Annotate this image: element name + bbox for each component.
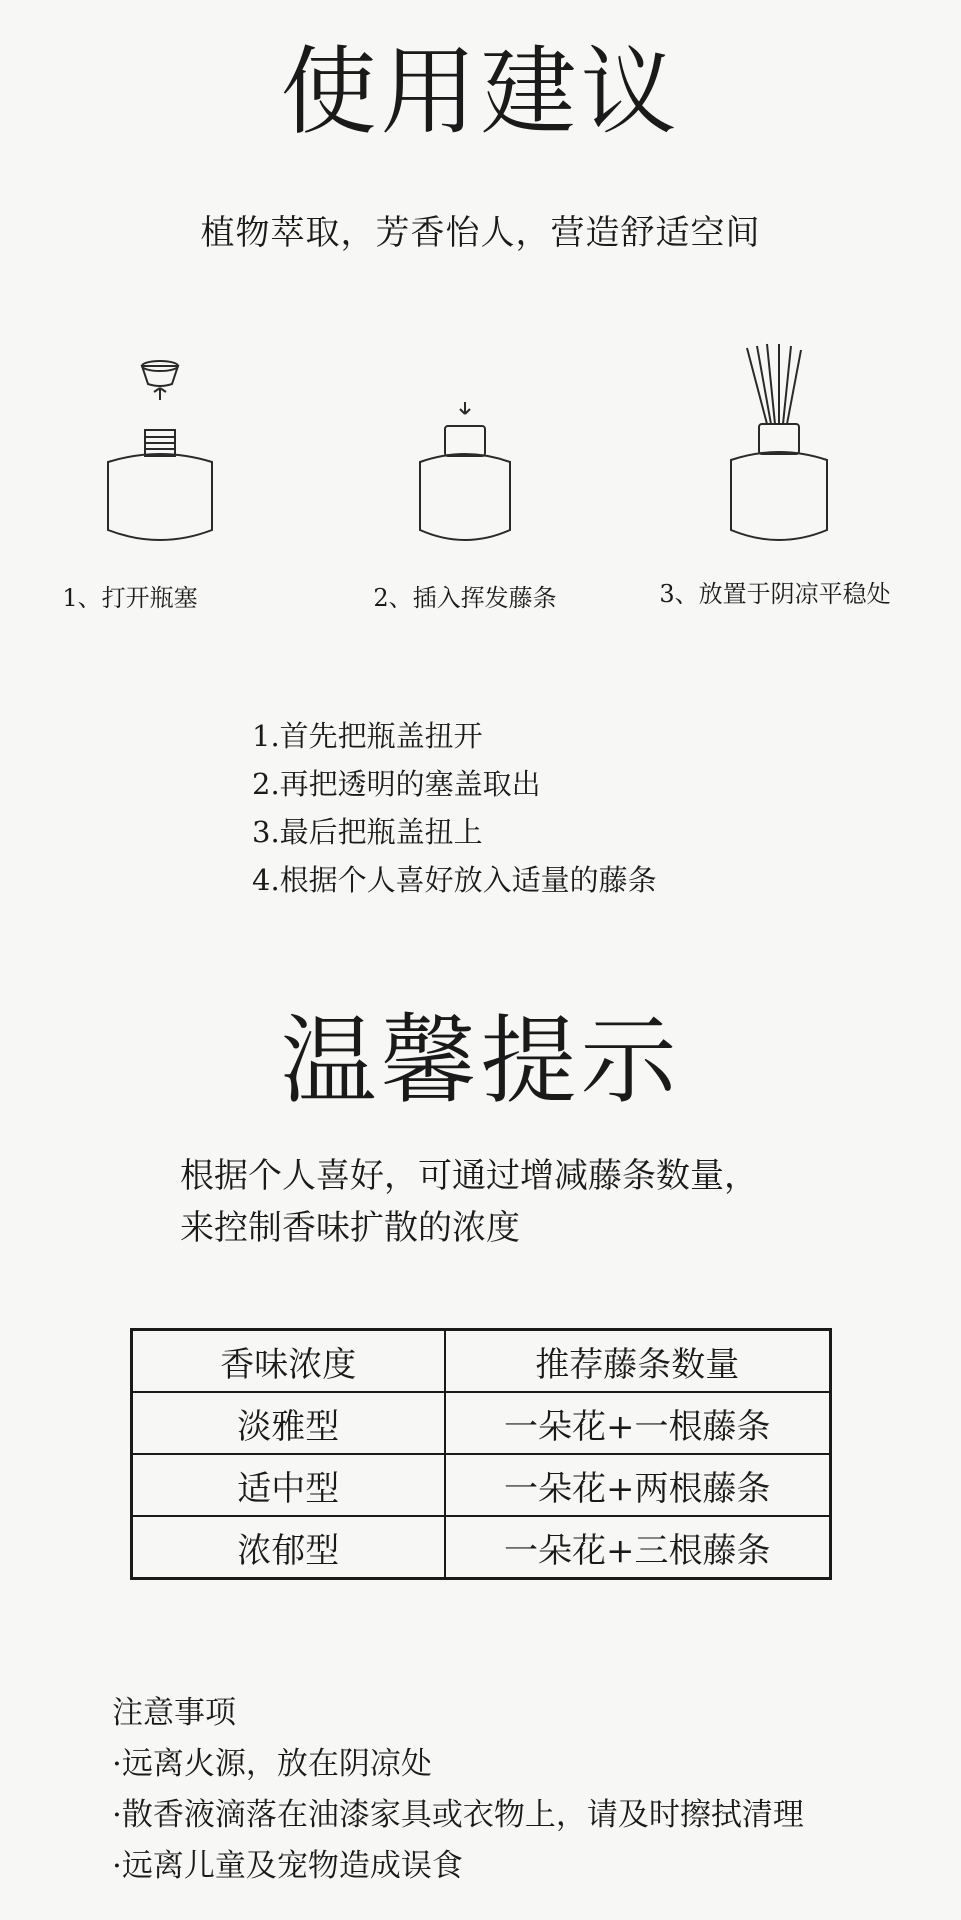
table-header-cell: 香味浓度 — [132, 1330, 445, 1393]
table-cell: 一朵花+三根藤条 — [445, 1516, 831, 1579]
step-label-1: 1、打开瓶塞 — [62, 584, 198, 612]
bottle-insert-icon — [398, 350, 538, 550]
notes-item: ·散香液滴落在油漆家具或衣物上，请及时擦拭清理 — [112, 1797, 804, 1833]
instruction-item: 2.再把透明的塞盖取出 — [252, 767, 541, 801]
tips-title: 温馨提示 — [280, 1005, 681, 1117]
notes-item: ·远离火源，放在阴凉处 — [112, 1746, 432, 1782]
instruction-list — [252, 712, 657, 904]
bottle-reeds-icon — [705, 340, 845, 550]
instruction-item: 4.根据个人喜好放入适量的藤条 — [252, 863, 657, 897]
table-cell: 适中型 — [132, 1454, 445, 1516]
usage-subtitle: 植物萃取，芳香怡人，营造舒适空间 — [200, 213, 761, 253]
table-cell: 一朵花+一根藤条 — [445, 1392, 831, 1454]
table-row — [132, 1392, 831, 1454]
instruction-item: 3.最后把瓶盖扭上 — [252, 815, 483, 849]
table-header-cell: 推荐藤条数量 — [445, 1330, 831, 1393]
table-header-row — [132, 1330, 831, 1393]
table-row — [132, 1516, 831, 1579]
bottle-open-icon — [90, 350, 230, 550]
tips-line: 根据个人喜好，可通过增减藤条数量， — [180, 1156, 758, 1196]
instruction-item: 1.首先把瓶盖扭开 — [252, 719, 483, 753]
step-label-3: 3、放置于阴凉平稳处 — [659, 580, 891, 608]
table-cell: 淡雅型 — [132, 1392, 445, 1454]
usage-title: 使用建议 — [280, 36, 681, 148]
notes-item: ·远离儿童及宠物造成误食 — [112, 1848, 463, 1884]
tips-line: 来控制香味扩散的浓度 — [180, 1208, 520, 1248]
tips-text — [180, 1150, 758, 1254]
table-row — [132, 1454, 831, 1516]
table-cell: 一朵花+两根藤条 — [445, 1454, 831, 1516]
concentration-table — [130, 1328, 832, 1580]
table-cell: 浓郁型 — [132, 1516, 445, 1579]
notes-heading: 注意事项 — [112, 1695, 236, 1731]
step-label-2: 2、插入挥发藤条 — [373, 584, 557, 612]
notes-section — [112, 1688, 804, 1892]
